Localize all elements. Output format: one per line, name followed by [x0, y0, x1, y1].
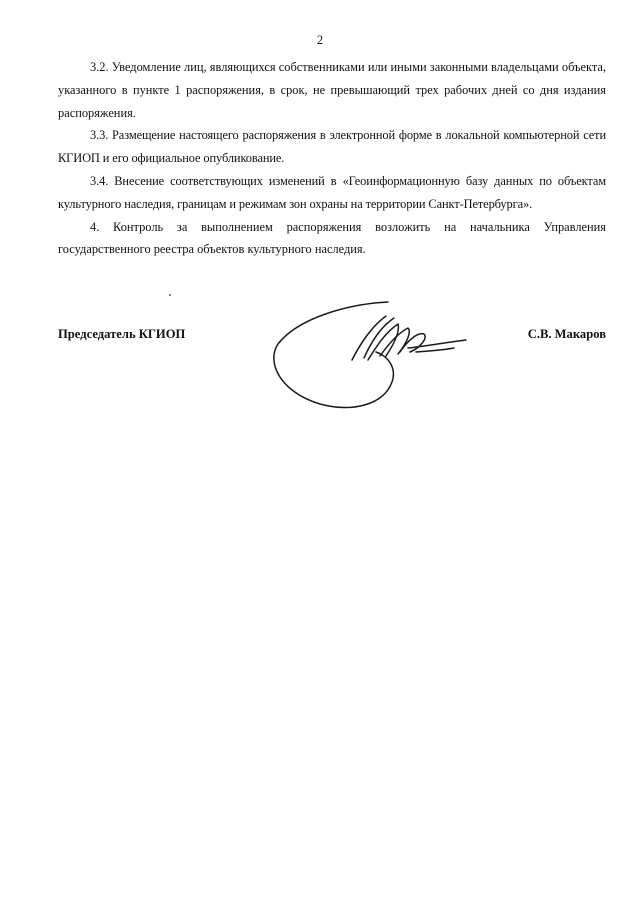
page-number: 2 [316, 33, 324, 47]
document-body [58, 56, 606, 261]
paragraph-4: 4. Контроль за выполнением распоряжения возложить на начальника Управления государственного реестра объектов культурного наследия. [58, 219, 606, 257]
scan-speck [169, 294, 171, 296]
paragraph-3-2: 3.2. Уведомление лиц, являющихся собственниками или иными законными владельцами объекта, указанного в пункте 1 распоряжения, в срок, не превышающий трех рабочих дней со дня издания распоряжения. [58, 60, 606, 120]
paragraph-3-3: 3.3. Размещение настоящего распоряжения в электронной форме в локальной компьютерной сети КГИОП и его официальное опубликование. [58, 128, 606, 166]
handwritten-signature [268, 296, 478, 416]
signer-name: С.В. Макаров [527, 327, 606, 341]
paragraph-3-4: 3.4. Внесение соответствующих изменений в «Геоинформационную базу данных по объектам культурного наследия, границам и режимам зон охраны на территории Санкт-Петербурга». [58, 173, 606, 211]
signer-title: Председатель КГИОП [58, 327, 186, 341]
